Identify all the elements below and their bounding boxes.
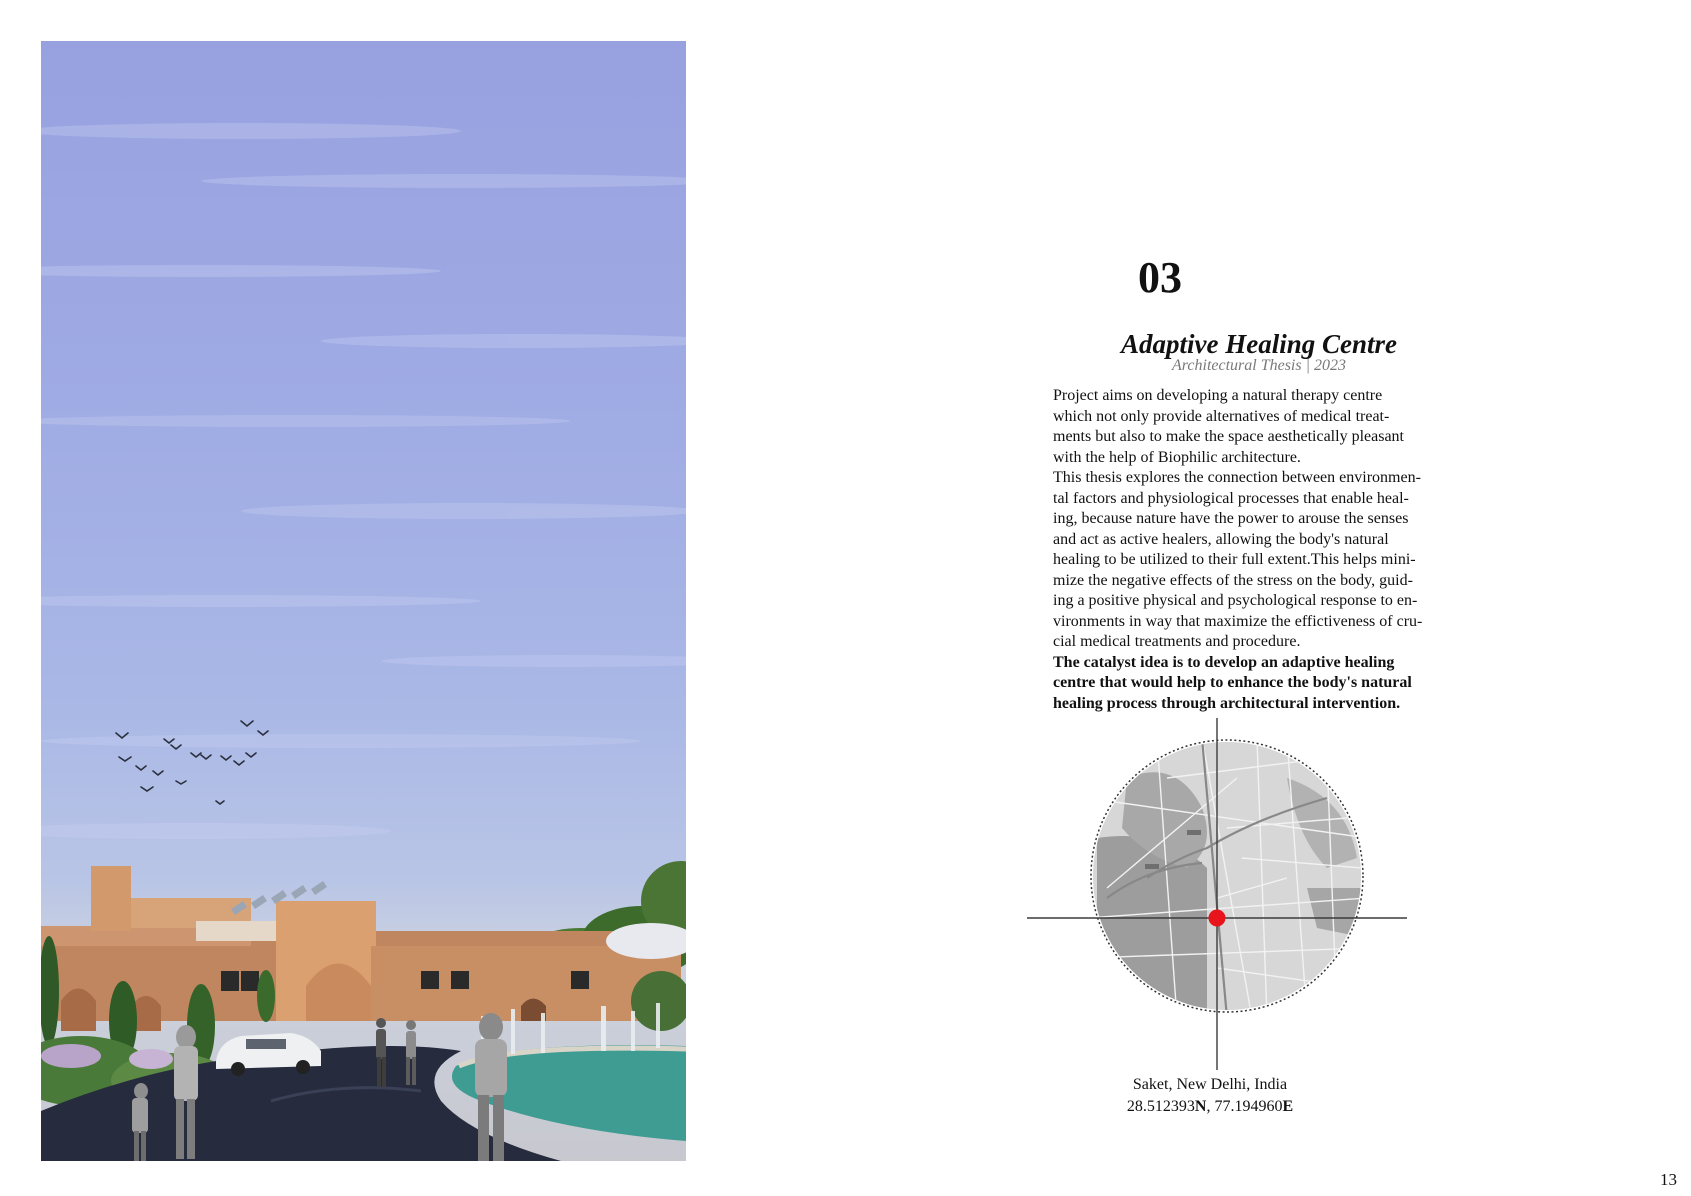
catalyst-statement-line: healing process through architectural intervention.	[1053, 694, 1401, 712]
page-number: 13	[1660, 1170, 1677, 1189]
description-line: This thesis explores the connection between environmen-	[1053, 469, 1421, 486]
location-name: Saket, New Delhi, India	[1132, 1076, 1288, 1093]
project-number: 03	[1138, 253, 1182, 302]
project-subtitle: Architectural Thesis | 2023	[1171, 357, 1346, 374]
site-location-map	[1027, 718, 1407, 1070]
site-map-graphic	[1027, 718, 1407, 1070]
description-line: which not only provide alternatives of medical treat-	[1053, 407, 1390, 425]
location-coordinates: 28.512393N, 77.194960E	[1126, 1098, 1294, 1115]
latitude-direction: N	[1194, 1098, 1207, 1115]
description-line: and act as active healers, allowing the body's natural	[1053, 530, 1389, 548]
site-location-marker	[1209, 910, 1226, 927]
longitude-direction: E	[1282, 1098, 1294, 1115]
building	[41, 866, 681, 1031]
longitude-value: 77.194960	[1214, 1098, 1283, 1115]
description-line: Project aims on developing a natural therapy centre	[1053, 387, 1383, 404]
catalyst-statement-line: The catalyst idea is to develop an adaptive healing	[1053, 653, 1395, 671]
project-render-image	[41, 41, 686, 1161]
description-line: ing, because nature have the power to arouse the senses	[1053, 510, 1409, 527]
render-illustration	[41, 41, 686, 1161]
latitude-value: 28.512393	[1126, 1098, 1195, 1115]
description-line: vironments in way that maximize the effictiveness of cru-	[1053, 612, 1423, 630]
description-line: cial medical treatments and procedure.	[1053, 633, 1301, 650]
description-line: tal factors and physiological processes that enable heal-	[1053, 489, 1409, 507]
description-line: ing a positive physical and psychological response to en-	[1053, 592, 1418, 609]
catalyst-statement-line: centre that would help to enhance the body's natural	[1053, 674, 1412, 691]
birds-flock	[116, 721, 268, 804]
description-line: ments but also to make the space aesthetically pleasant	[1053, 428, 1404, 445]
project-description	[1053, 386, 1465, 714]
description-line: with the help of Biophilic architecture.	[1053, 448, 1301, 466]
description-line: mize the negative effects of the stress on the body, guid-	[1053, 571, 1413, 589]
project-title: Adaptive Healing Centre	[1121, 329, 1397, 359]
description-line: healing to be utilized to their full extent.This helps mini-	[1053, 551, 1416, 568]
